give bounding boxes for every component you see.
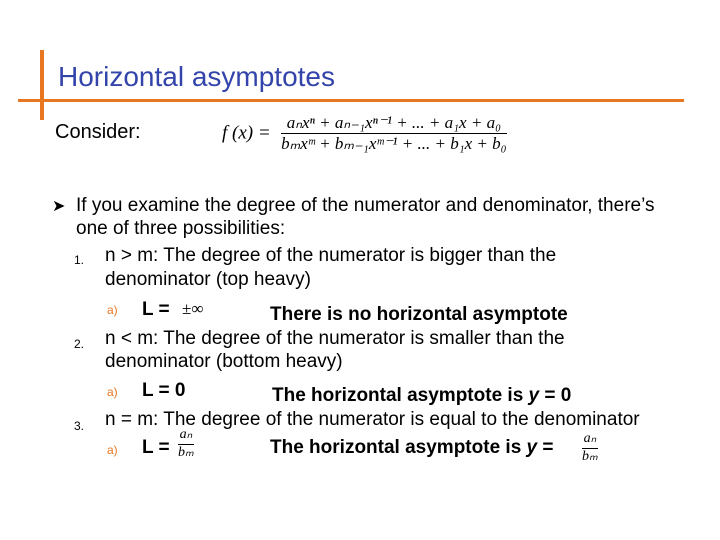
case-1-number: 1. xyxy=(74,253,85,267)
formula-denominator: bₘxᵐ + bₘ₋₁xᵐ⁻¹ + ... + b₁x + b₀ xyxy=(281,133,507,153)
case-1-result: There is no horizontal asymptote xyxy=(270,304,568,325)
plus-minus-infinity: ±∞ xyxy=(182,299,204,318)
case-2-result-prefix: The horizontal asymptote is xyxy=(272,385,524,406)
case-2-sub-letter: a) xyxy=(107,385,118,399)
case-3-number: 3. xyxy=(74,419,85,433)
formula-fraction xyxy=(281,114,506,153)
result-fraction-denominator: bₘ xyxy=(582,448,598,464)
case-2-result-var: y xyxy=(528,385,540,406)
case-1-limit-label: L = xyxy=(142,299,170,320)
accent-horizontal-rule xyxy=(18,99,684,102)
case-2-result xyxy=(272,384,571,407)
case-2-line-1: n < m: The degree of the numerator is smaller than the xyxy=(105,328,565,349)
case-2-number: 2. xyxy=(74,337,85,351)
slide-title: Horizontal asymptotes xyxy=(58,61,336,92)
case-3-result-fraction xyxy=(582,432,598,464)
case-3-limit-label: L = xyxy=(142,437,170,458)
formula-lhs: f (x) = xyxy=(222,122,271,144)
case-3-sub-letter: a) xyxy=(107,443,118,457)
case-3-limit-fraction xyxy=(178,428,194,460)
case-2-limit xyxy=(142,379,185,402)
rational-function-formula xyxy=(222,114,507,153)
case-3-fraction-denominator: bₘ xyxy=(178,444,194,460)
intro-line-2: one of three possibilities: xyxy=(76,218,286,239)
result-fraction-numerator: aₙ xyxy=(583,431,597,446)
case-1-line-2: denominator (top heavy) xyxy=(105,269,311,290)
formula-numerator: aₙxⁿ + aₙ₋₁xⁿ⁻¹ + ... + a₁x + a₀ xyxy=(286,113,501,132)
case-2-line-2: denominator (bottom heavy) xyxy=(105,351,343,372)
arrow-bullet-icon: ➤ xyxy=(52,198,66,215)
case-3-result-prefix: The horizontal asymptote is xyxy=(270,437,522,458)
case-1-sub-letter: a) xyxy=(107,303,118,317)
case-3-fraction-numerator: aₙ xyxy=(179,427,193,442)
accent-vertical-rule xyxy=(40,50,44,120)
case-2-result-suffix: = 0 xyxy=(544,385,572,406)
case-1-line-1: n > m: The degree of the numerator is bigger than the xyxy=(105,245,557,266)
case-3-result xyxy=(270,436,554,459)
case-3-result-var: y xyxy=(526,437,538,458)
case-3-result-suffix: = xyxy=(542,437,554,458)
case-2-limit-label: L = 0 xyxy=(142,380,186,401)
case-3-line-1: n = m: The degree of the numerator is equal to the denominator xyxy=(105,409,640,430)
intro-line-1: If you examine the degree of the numerator and denominator, there’s xyxy=(76,195,655,216)
consider-label: Consider: xyxy=(55,121,141,143)
